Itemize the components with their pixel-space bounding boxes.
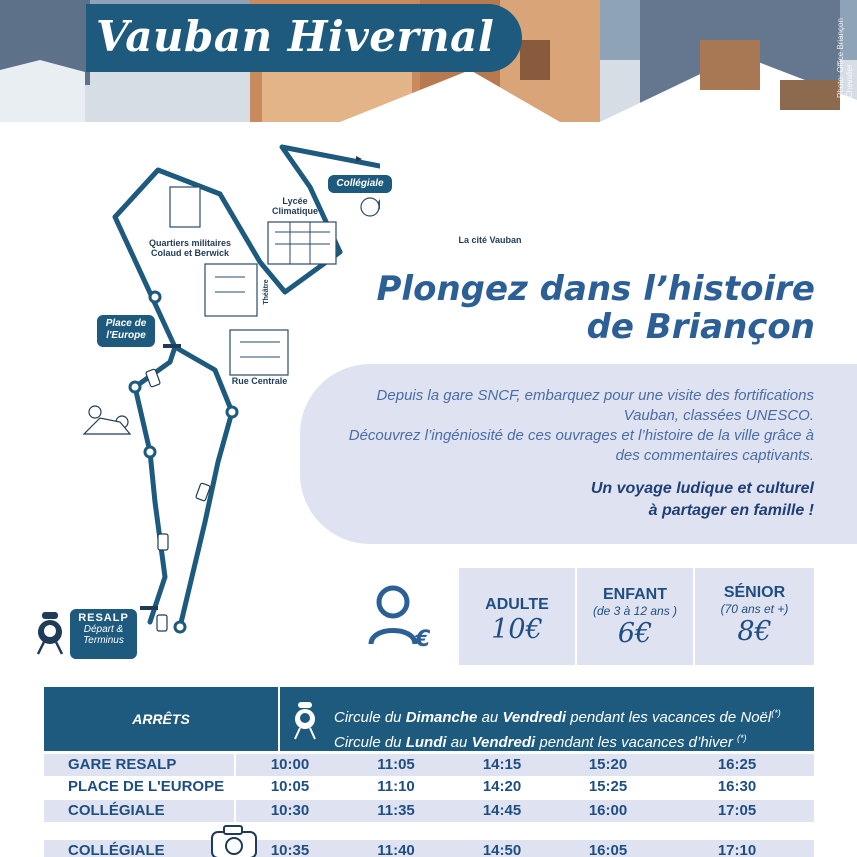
departure-time: 15:25 (588, 778, 628, 795)
page-title: Vauban Hivernal (96, 12, 495, 61)
label-quartiers: Quartiers militaires Colaud et Berwick (148, 238, 232, 258)
label-lycee: Lycée Climatique (271, 196, 318, 216)
table-row (44, 754, 814, 776)
label-cite-vauban: La cité Vauban (458, 235, 522, 245)
departure-time: 16:30 (717, 778, 757, 795)
headline (330, 270, 815, 346)
note-line-2: Circule du Lundi au Vendredi pendant les vacances d’hiver (*) (334, 733, 747, 751)
departure-time: 11:40 (377, 842, 415, 857)
price-child (577, 568, 693, 665)
departure-time: 14:50 (482, 842, 522, 857)
header-divider (278, 687, 280, 751)
departure-time: 10:00 (270, 756, 310, 773)
departure-time: 11:10 (377, 778, 415, 795)
table-row (44, 776, 814, 798)
stop-name: PLACE DE L'EUROPE (68, 778, 225, 795)
departure-time: 16:05 (588, 842, 628, 857)
description-text: Depuis la gare SNCF, embarquez pour une visite des fortifications Vauban, classées UNESCO. Découvrez l’ingéniosité de ces ouvrages et l’histoire de la ville grâce à des commentaires captivants. (348, 387, 814, 464)
stop-tag-collegiale: Collégiale (328, 175, 392, 193)
note-line-1: Circule du Dimanche au Vendredi pendant les vacances de Noël(*) (334, 708, 781, 726)
departure-time: 17:05 (717, 802, 757, 819)
price-child-value: 6€ (617, 618, 653, 649)
price-child-sub: (de 3 à 12 ans ) (592, 604, 678, 618)
departure-time: 10:05 (270, 778, 310, 795)
resalp-brand: RESALP (78, 612, 129, 624)
departure-time: 10:30 (270, 802, 310, 819)
label-rue-centrale: Rue Centrale (231, 376, 288, 386)
stop-name: COLLÉGIALE (68, 842, 165, 857)
stop-name: COLLÉGIALE (68, 802, 165, 819)
departure-time: 16:00 (588, 802, 628, 819)
header-banner (0, 0, 857, 122)
table-row (44, 840, 814, 857)
price-senior-sub: (70 ans et +) (720, 602, 789, 616)
person-euro-icon (365, 582, 435, 652)
departure-time: 14:45 (482, 802, 522, 819)
headline-line-2: de Briançon (586, 307, 815, 347)
train-icon (290, 699, 320, 741)
price-senior (695, 568, 814, 665)
photo-credit: Photo: Office Briançon Chevalier (836, 18, 854, 98)
departure-time: 11:05 (377, 756, 415, 773)
departure-time: 14:15 (482, 756, 522, 773)
price-senior-label: SÉNIOR (723, 584, 786, 601)
table-row (44, 800, 814, 822)
svg-text:€: € (415, 627, 431, 652)
timetable-note (334, 703, 854, 753)
train-icon (32, 608, 68, 656)
stop-tag-place-europe: Place de l'Europe (97, 315, 155, 347)
headline-line-1: Plongez dans l’histoire (376, 269, 815, 309)
departure-time: 10:35 (270, 842, 310, 857)
label-theatre: Théâtre (263, 279, 270, 305)
departure-time: 11:35 (377, 802, 415, 819)
price-child-label: ENFANT (603, 586, 667, 603)
resalp-depart-terminus: Départ & Terminus (83, 624, 124, 646)
price-adult-value: 10€ (491, 614, 543, 645)
timetable-header (44, 687, 814, 751)
camera-icon (208, 822, 262, 857)
departure-time: 14:20 (482, 778, 522, 795)
description-highlight: Un voyage ludique et culturel à partager en famille ! (590, 480, 814, 519)
price-senior-value: 8€ (737, 616, 772, 647)
departure-time: 17:10 (717, 842, 757, 857)
price-adult (459, 568, 575, 665)
resalp-badge (70, 609, 137, 659)
timetable-stops-header: ARRÊTS (132, 711, 190, 727)
departure-time: 16:25 (717, 756, 757, 773)
price-adult-label: ADULTE (485, 596, 549, 613)
stop-name: GARE RESALP (68, 756, 177, 773)
departure-time: 15:20 (588, 756, 628, 773)
